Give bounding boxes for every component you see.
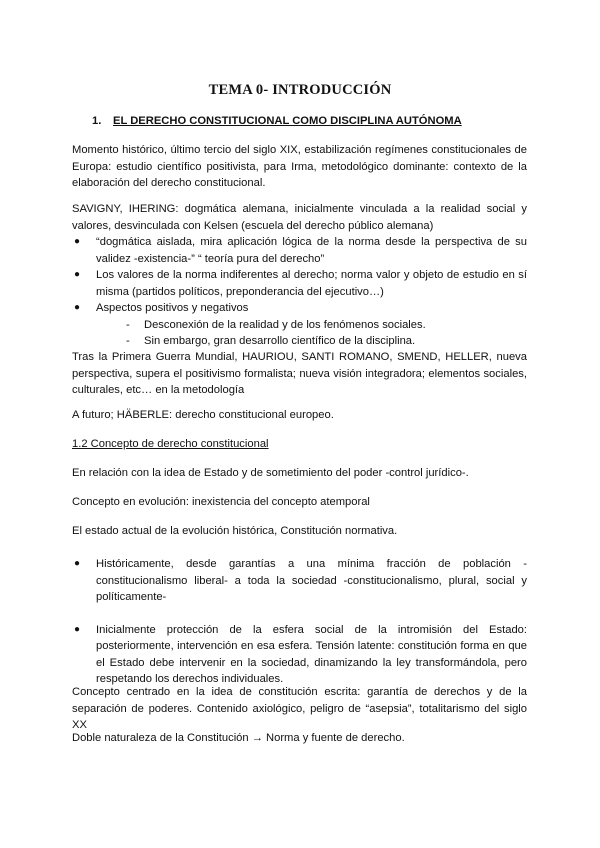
savigny-bullet-list — [72, 234, 527, 350]
dash-icon: - — [126, 335, 130, 347]
page-title: TEMA 0- INTRODUCCIÓN — [208, 82, 392, 98]
section-1-heading — [92, 115, 462, 127]
list-item — [74, 556, 527, 606]
sub-list-item — [72, 317, 527, 334]
paragraph-concepto: Concepto centrado en la idea de constitución escrita: garantía de derechos y de la separación de poderes. Contenido axiológico, peligro de “asepsia”, totalitarismo del siglo XX — [72, 686, 527, 731]
paragraph-relacion: En relación con la idea de Estado y de sometimiento del poder -control jurídico-. — [72, 467, 469, 479]
list-item-text: Inicialmente protección de la esfera social de la intromisión del Estado: posteriormente, intervención en esa esfera. Tensión latente: constitución forma en que el Estado debe intervenir en la sociedad, dinamizando la ley transformándola, pero respetando los derechos individuales. — [96, 623, 527, 685]
bullet-icon: ● — [74, 269, 81, 280]
paragraph-savigny: SAVIGNY, IHERING: dogmática alemana, inicialmente vinculada a la realidad social y valores, desvinculada con Kelsen (escuela del derecho público alemana) — [72, 203, 527, 232]
paragraph-doble: Doble naturaleza de la Constitución → Norma y fuente de derecho. — [72, 732, 405, 744]
sub-list-item-text: Desconexión de la realidad y de los fenómenos sociales. — [144, 318, 426, 331]
paragraph-momento: Momento histórico, último tercio del siglo XIX, estabilización regímenes constitucionales de Europa: estudio científico positivista, para Irma, metodológico dominante: contexto de la elaboración del derecho constitucional. — [72, 144, 527, 189]
list-item-text: Aspectos positivos y negativos — [96, 302, 249, 314]
list-item-text: Los valores de la norma indiferentes al derecho; norma valor y objeto de estudio en sí misma (partidos políticos, preponderancia del ejecutivo…) — [96, 269, 527, 298]
dash-icon: - — [126, 318, 130, 331]
paragraph-tras: Tras la Primera Guerra Mundial, HAURIOU, SANTI ROMANO, SMEND, HELLER, nueva perspectiva, supera el positivismo formalista; nueva visión integradora; elementos sociales, culturales, etc… en la metodología — [72, 351, 527, 396]
bullet-icon: ● — [74, 302, 81, 313]
section-1-2-heading: 1.2 Concepto de derecho constitucional — [72, 438, 269, 450]
paragraph-evolucion: Concepto en evolución: inexistencia del concepto atemporal — [72, 496, 370, 508]
bullet-icon: ● — [74, 623, 81, 635]
sub-list-item — [72, 333, 527, 350]
bullet-icon: ● — [74, 236, 81, 247]
paragraph-futuro: A futuro; HÄBERLE: derecho constitucional europeo. — [72, 409, 334, 421]
estado-bullet-list — [72, 556, 527, 688]
paragraph-estado: El estado actual de la evolución histórica, Constitución normativa. — [72, 525, 398, 537]
list-item — [74, 622, 527, 688]
section-1-title: EL DERECHO CONSTITUCIONAL COMO DISCIPLINA AUTÓNOMA — [113, 115, 462, 127]
list-item-text: “dogmática aislada, mira aplicación lógica de la norma desde la perspectiva de su validez -existencia-” “ teoría pura del derecho” — [96, 236, 527, 265]
list-item — [74, 267, 527, 300]
sub-list-item-text: Sin embargo, gran desarrollo científico de la disciplina. — [144, 335, 416, 347]
list-item — [74, 300, 527, 317]
list-item — [74, 234, 527, 267]
section-1-number: 1. — [92, 115, 102, 127]
bullet-icon: ● — [74, 558, 81, 569]
list-item-text: Históricamente, desde garantías a una mínima fracción de población -constitucionalismo liberal- a toda la sociedad -constitucionalismo, plural, social y políticamente- — [96, 558, 527, 603]
